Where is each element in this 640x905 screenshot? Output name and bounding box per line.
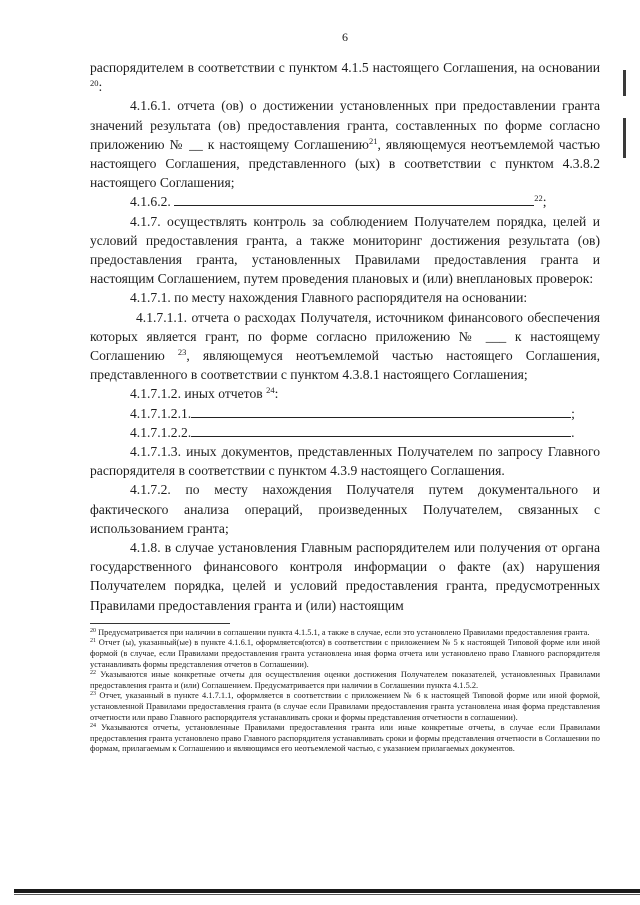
clause-4-1-6-1: 4.1.6.1. отчета (ов) о достижении установленных при предоставлении гранта значений результата (ов) предоставления гранта, составленных по форме согласно приложению № __ к настоящему Соглашению$^{21}$, являющемуся неотъемлемой частью настоящего Соглашения, представленного (ых) в соответствии с пунктом 4.3.8.2 настоящего Соглашения;: [90, 98, 600, 191]
scan-bottom-line: [14, 894, 640, 895]
footnote-separator: [90, 623, 230, 624]
footnote-21: $^{21}$ Отчет (ы), указанный(ые) в пункте 4.1.6.1, оформляется(ются) в соответствии с приложением № 5 к настоящей Типовой форме или иной формой (в случае, если Правилами предоставления гранта установлена иная форма отчета или установлено право Главного распорядителя устанавливать формы представления отчетов в Соглашении).: [90, 638, 600, 669]
footnote-ref-22: 22: [534, 193, 543, 204]
footnote-ref-24: 24: [266, 385, 275, 396]
clause-4-1-6-2: 4.1.6.2. $^{22}$;: [130, 193, 547, 210]
paragraph-continuation: распорядителем в соответствии с пунктом 4.1.5 настоящего Соглашения, на основании $^{20}$:: [90, 60, 600, 95]
scan-edge-mark: [623, 118, 626, 158]
footnote-ref-21: 21: [368, 135, 378, 146]
blank-fill-line: [191, 424, 571, 437]
clause-4-1-8: 4.1.8. в случае установления Главным распорядителем или получения от органа государственного финансового контроля информации о факте (ах) нарушения Получателем порядка, целей и условий предоставления гранта, предусмотренных Правилами предоставления гранта и (или) настоящим: [90, 540, 600, 613]
footnote-22: $^{22}$ Указываются иные конкретные отчеты для осуществления оценки достижения Получателем показателей, установленных Правилами предоставления гранта и (или) Соглашением. Предусматривается при наличии в Соглашении пункта 4.1.5.2.: [90, 670, 600, 690]
clause-4-1-7-1-2-2: 4.1.7.1.2.2. .: [130, 424, 575, 440]
footnotes: [90, 628, 600, 755]
clause-4-1-7-1-1: 4.1.7.1.1. отчета о расходах Получателя, источником финансового обеспечения которых является грант, по форме согласно приложению № ___ к настоящему Соглашению $^{23}$, являющемуся неотъемлемой частью настоящего Соглашения, представленного в соответствии с пунктом 4.3.8.1 настоящего Соглашения;: [90, 309, 601, 383]
clause-4-1-7-1-2-1: 4.1.7.1.2.1. ;: [130, 405, 575, 421]
clause-4-1-7-1-2: 4.1.7.1.2. иных отчетов $^{24}$:: [130, 385, 279, 402]
footnote-20: $^{20}$ Предусматривается при наличии в соглашении пункта 4.1.5.1, а также в случае, если это установлено Правилами предоставления гранта.: [90, 627, 590, 637]
blank-fill-line: [191, 405, 571, 418]
footnote-ref-20: 20: [90, 78, 99, 89]
footnote-ref-23: 23: [177, 347, 187, 358]
document-body: [90, 58, 600, 615]
page-number: 6: [342, 30, 348, 44]
clause-4-1-7-2: 4.1.7.2. по месту нахождения Получателя путем документального и фактического анализа операций, произведенных Получателем, связанных с использованием гранта;: [90, 482, 600, 536]
scan-bottom-band: [14, 889, 640, 893]
clause-4-1-7-1: 4.1.7.1. по месту нахождения Главного распорядителя на основании:: [130, 290, 528, 306]
scan-edge-mark: [623, 70, 626, 96]
clause-4-1-7-1-3: 4.1.7.1.3. иных документов, представленных Получателем по запросу Главного распорядителя в соответствии с пунктом 4.3.9 настоящего Соглашения.: [90, 444, 600, 479]
clause-4-1-7: 4.1.7. осуществлять контроль за соблюдением Получателем порядка, целей и условий предоставления гранта, а также мониторинг достижения результата (ов) предоставления гранта, установленных Правилами предоставления гранта и настоящим Соглашением, путем проведения плановых и (или) внеплановых проверок:: [90, 213, 600, 287]
footnote-24: $^{24}$ Указываются отчеты, установленные Правилами предоставления гранта или иные конкретные отчеты, в случае если Правилами предоставления гранта установлено право Главного распорядителя устанавливать сроки и формы представления отчетности в Соглашении по формам, прилагаемым к Соглашению и являющимся его неотъемлемой частью, с указанием прилагаемых документов.: [90, 723, 600, 754]
blank-fill-line: [174, 193, 534, 206]
footnote-23: $^{23}$ Отчет, указанный в пункте 4.1.7.1.1, оформляется в соответствии с приложением № 6 к настоящей Типовой форме или иной формой, установленной Правилами предоставления гранта (в случае если Правилами предоставления гранта установлена иная форма представления отчетности или право Главного распорядителя устанавливать сроки и формы представления отчетности в соглашении).: [90, 691, 600, 722]
